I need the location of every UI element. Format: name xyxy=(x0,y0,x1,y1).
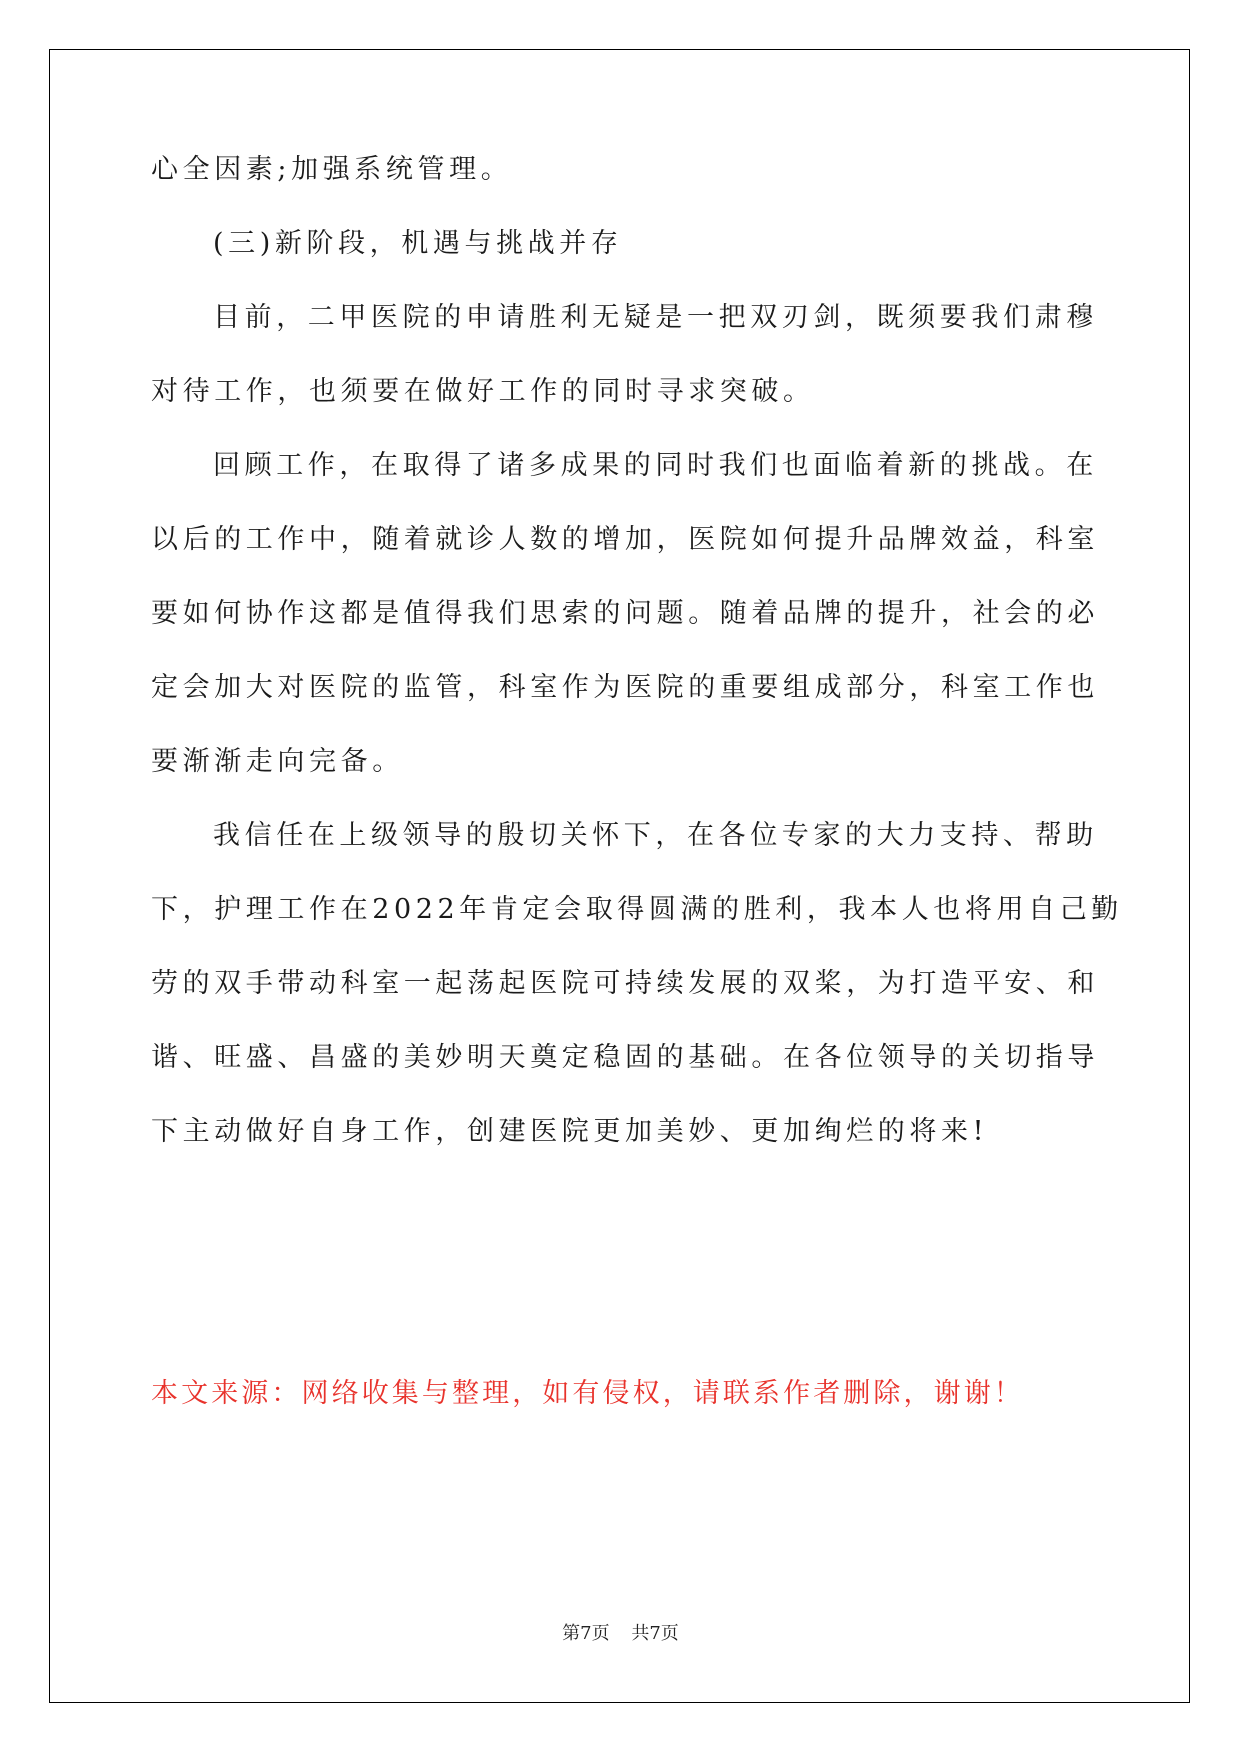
text-line: 定会加大对医院的监管，科室作为医院的重要组成部分，科室工作也 xyxy=(151,672,1099,703)
text-line: 以后的工作中，随着就诊人数的增加，医院如何提升品牌效益，科室 xyxy=(151,524,1099,555)
text-line: 谐、旺盛、昌盛的美妙明天奠定稳固的基础。在各位领导的关切指导 xyxy=(151,1042,1099,1073)
text-line: 我信任在上级领导的殷切关怀下，在各位专家的大力支持、帮助 xyxy=(213,820,1098,851)
page-footer xyxy=(0,1622,1241,1646)
text-line: 回顾工作，在取得了诸多成果的同时我们也面临着新的挑战。在 xyxy=(213,450,1098,481)
text-line: 要渐渐走向完备。 xyxy=(151,746,404,777)
page-total: 共7页 xyxy=(631,1623,679,1644)
section-heading: (三)新阶段，机遇与挑战并存 xyxy=(213,228,623,259)
text-line: 要如何协作这都是值得我们思索的问题。随着品牌的提升，社会的必 xyxy=(151,598,1099,629)
source-notice: 本文来源：网络收集与整理，如有侵权，请联系作者删除，谢谢！ xyxy=(151,1378,1024,1409)
text-line: 对待工作，也须要在做好工作的同时寻求突破。 xyxy=(151,376,815,407)
text-line: 下主动做好自身工作，创建医院更加美妙、更加绚烂的将来! xyxy=(151,1116,989,1147)
text-line: 心全因素;加强系统管理。 xyxy=(151,154,513,185)
text-line: 劳的双手带动科室一起荡起医院可持续发展的双桨，为打造平安、和 xyxy=(151,968,1099,999)
text-line: 下，护理工作在2022年肯定会取得圆满的胜利，我本人也将用自己勤 xyxy=(151,894,1123,925)
text-line: 目前，二甲医院的申请胜利无疑是一把双刃剑，既须要我们肃穆 xyxy=(213,302,1098,333)
page-number: 第7页 xyxy=(562,1623,610,1644)
